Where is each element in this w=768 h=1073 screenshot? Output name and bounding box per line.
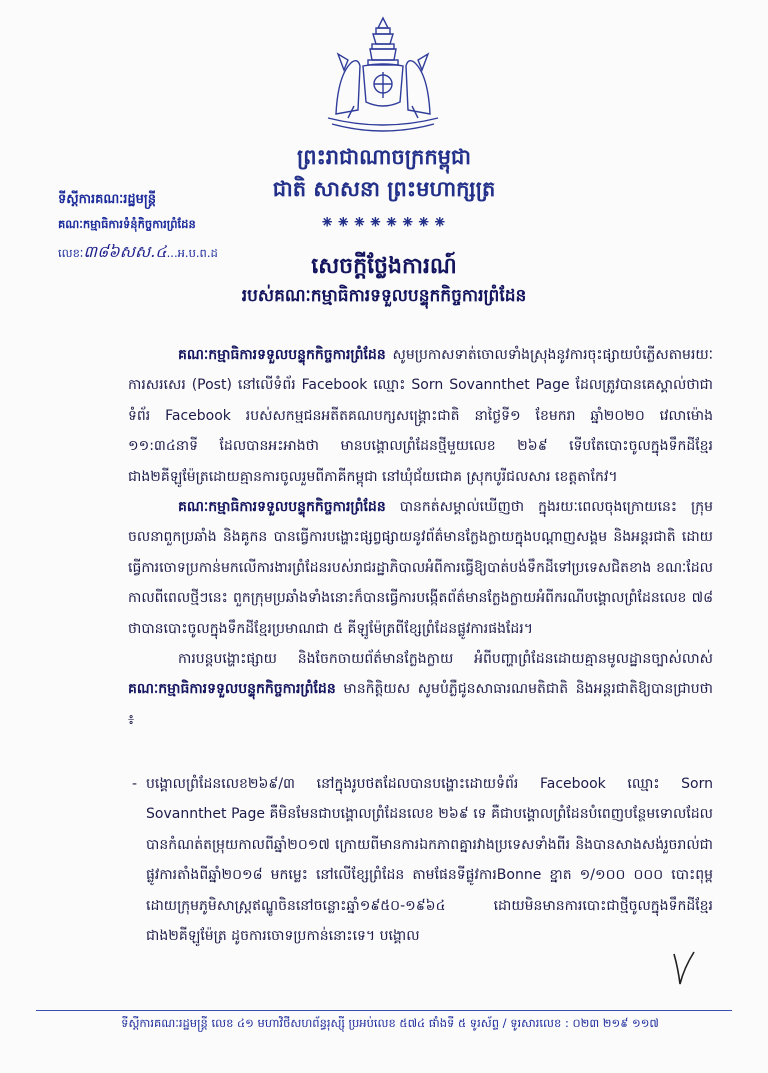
bullet-dash: - (132, 776, 138, 792)
paragraph-lead: គណៈកម្មាធិការទទួលបន្ទុកកិច្ចការព្រំដែន (178, 347, 386, 363)
reference-prefix: លេខៈ (58, 246, 84, 260)
paragraph (128, 492, 713, 644)
paragraph-lead: គណៈកម្មាធិការទទួលបន្ទុកកិច្ចការព្រំដែន (128, 681, 336, 698)
paragraph (128, 340, 713, 492)
sender-office: ទីស្តីការគណៈរដ្ឋមន្ត្រី (58, 192, 156, 207)
document-subtitle: របស់គណៈកម្មាធិការទទួលបន្ទុកកិច្ចការព្រំដែន (241, 286, 527, 306)
reference-line (58, 241, 218, 265)
paragraph (128, 644, 713, 735)
statement-body (128, 340, 713, 735)
initial-signature (668, 948, 698, 988)
paragraph-text: មានកិត្តិយស សូមបំភ្លឺជូនសាធារណមតិជាតិ និងអន្តរជាតិឱ្យបានជ្រាបថា ៖ (128, 681, 713, 728)
paragraph-text: ការបន្តបង្ហោះផ្សាយ និងចែកចាយព័ត៌មានក្លែងក្លាយ អំពីបញ្ហាព្រំដែនដោយគ្មានមូលដ្ឋានច្បាស់លាស់ (178, 651, 713, 668)
reference-number: ៣៨៦សស.៤ (83, 242, 167, 261)
reference-suffix: ...អ.ប.ព.ដ (166, 246, 218, 260)
footer-address: ទីស្តីការគណៈរដ្ឋមន្ត្រី លេខ ៤១ មហាវិថីសហព័ន្ធរុស្ស៊ី ​ប្រអប់លេខ ៥៧៤ ​ផាំងទី ៥ ទូរស័ព្ទ / ទូរសារលេខ : ០២៣ ២១៩ ១១៧ (121, 1016, 659, 1030)
paragraph-text: សូមប្រកាសទាត់ចោលទាំងស្រុងនូវការចុះផ្សាយបំភ្លើសតាមរយៈការសរសេរ (Post) នៅលើទំព័រ Facebook ឈ្មោះ Sorn Sovannthet Page ដែលត្រូវបានគេស្គាល់ថាជាទំព័រ Facebook របស់សកម្មជនអតីតគណបក្សសង្គ្រោះជាតិ នាថ្ងៃទី១ ខែមករា ឆ្នាំ២០២០ វេលាម៉ោង ១១:៣៤នាទី ដែលបានអះអាងថា មានបង្គោលព្រំដែនថ្មីមួយលេខ ២៦៩ ទើបតែបោះចូលក្នុងទឹកដីខ្មែរជាង២គីឡូម៉ែត្រដោយគ្មានការចូលរួមពីភាគីកម្ពុជា នៅឃុំជ័យជោគ ស្រុកបូរីជលសារ ខេត្តតាកែវ។ (128, 347, 713, 485)
footer-divider (36, 1010, 732, 1011)
paragraph-lead: គណៈកម្មាធិការទទួលបន្ទុកកិច្ចការព្រំដែន (178, 499, 386, 516)
kingdom-heading: ព្រះរាជាណាចក្រកម្ពុជា (296, 144, 471, 169)
paragraph-text: បានកត់សម្គាល់ឃើញថា ក្នុងរយៈពេលចុងក្រោយនេះ ក្រុមចលនាពួកប្រឆាំង និងគូកន បានធ្វើការបង្ហោះផ្សព្វផ្សាយនូវព័ត៌មានក្លែងក្លាយក្នុងបណ្តាញសង្គម និងអន្តរជាតិ ដោយធ្វើការចោទប្រកាន់មកលើការងារព្រំដែនរបស់រាជរដ្ឋាភិបាលអំពីការធ្វើឱ្យបាត់បង់ទឹកដីទៅប្រទេសជិតខាង ខណៈដែលកាលពីពេលថ្មីៗនេះ ពួកក្រុមប្រឆាំងទាំងនោះក៏បានធ្វើការបង្កើតព័ត៌មានក្លែងក្លាយអំពីករណីបង្គោលព្រំដែនលេខ ៧៨ ថាបានបោះចូលក្នុងទឹកដីខ្មែរប្រមាណជា ៥ គីឡូម៉ែត្រពីខ្សែព្រំដែនផ្លូវការផងដែរ។ (128, 499, 713, 637)
bullet-item (132, 769, 713, 951)
ornament-divider: ⁕⁕⁕⁕⁕⁕⁕⁕ (319, 212, 449, 233)
national-motto: ជាតិ សាសនា ព្រះមហាក្សត្រ (272, 176, 496, 201)
document-title: សេចក្តីថ្លែងការណ៍ (311, 254, 457, 279)
sender-committee: គណៈកម្មាធិការទំនុំកិច្ចការព្រំដែន (58, 217, 196, 231)
bullet-text: បង្គោលព្រំដែនលេខ២៦៩/៣ នៅក្នុងរូបថតដែលបានបង្ហោះដោយទំព័រ Facebook ឈ្មោះ Sorn Sovannthet Page គឺមិនមែនជាបង្គោលព្រំដែនលេខ ២៦៩ ទេ គឺជាបង្គោលព្រំដែនបំពេញបន្ថែមទោលដែលបានកំណត់តម្រុយកាលពីឆ្នាំ២០១៧ ក្រោយពីមានការឯកភាពគ្នារវាងប្រទេសទាំងពីរ និងបានសាងសង់រួចរាល់ជាផ្លូវការតាំងពីឆ្នាំ២០១៨ មកម្លេះ នៅលើខ្សែព្រំដែន តាមផែនទីផ្លូវការBonne ខ្នាត ១/១០០ ០០០ បោះពុម្ពដោយក្រុមភូមិសាស្ត្រឥណ្ឌូចិននៅចន្លោះឆ្នាំ១៩៥០-១៩៦៤ ដោយមិនមានការបោះជាថ្មីចូលក្នុងទឹកដីខ្មែរជាង២គីឡូម៉ែត្រ ដូចការចោទប្រកាន់នោះទេ។ បង្គោល (146, 776, 713, 945)
royal-arms-emblem (318, 14, 448, 136)
